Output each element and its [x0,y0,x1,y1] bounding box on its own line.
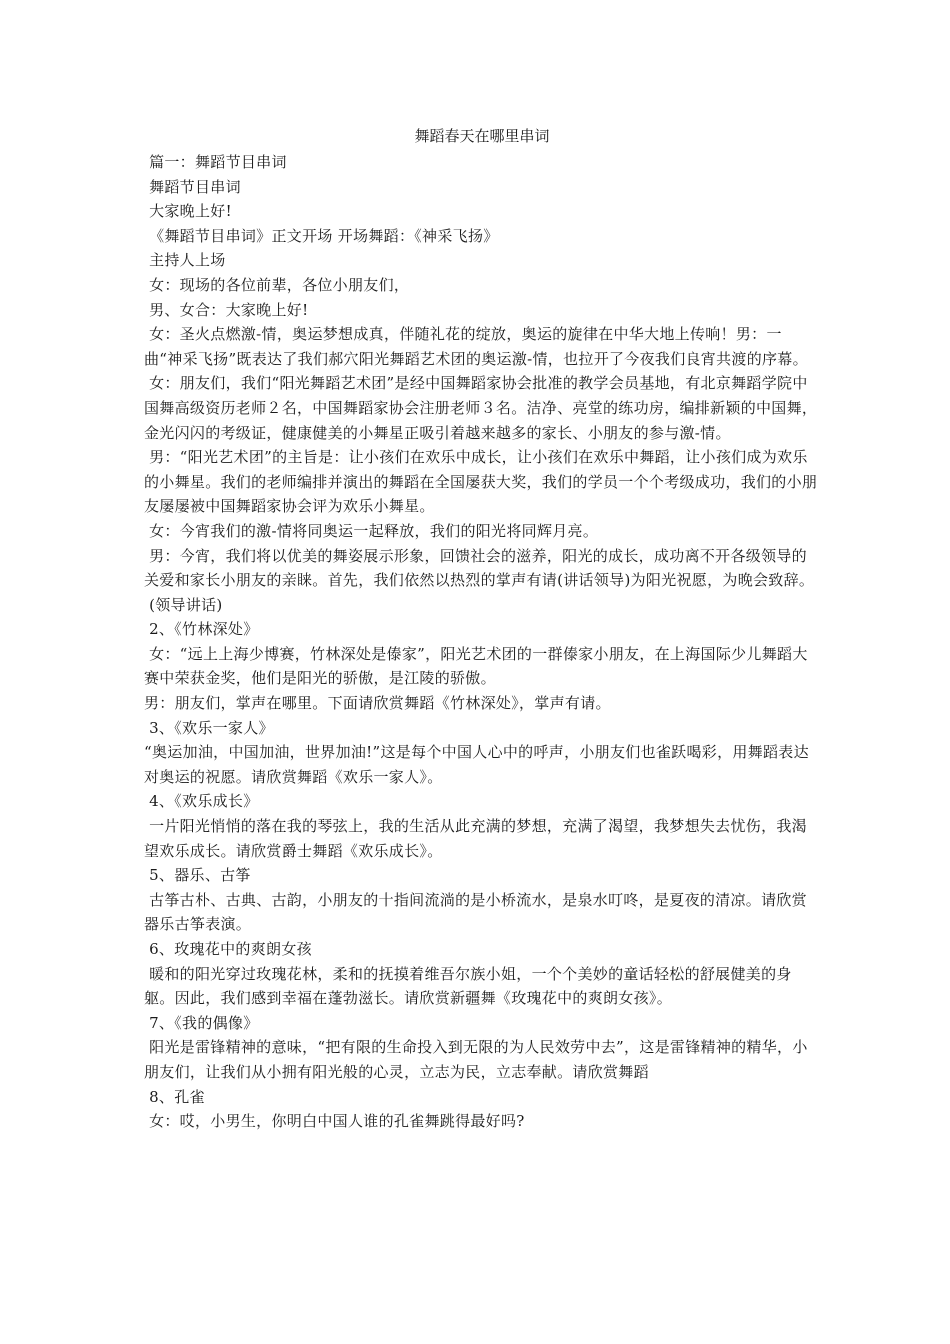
paragraph: 4、《欢乐成长》 [144,792,259,811]
paragraph: 男：今宵，我们将以优美的舞姿展示形象，回馈社会的滋养，阳光的成长，成功离不开各级领导的关爱和家长小朋友的亲睐。首先，我们依然以热烈的掌声有请(讲话领导)为阳光祝愿，为晚会致辞。 [144,546,815,590]
paragraph: 大家晚上好! [144,202,232,221]
paragraph: “奥运加油，中国加油，世界加油!”这是每个中国人心中的呼声，小朋友们也雀跃喝彩，用舞蹈表达对奥运的祝愿。请欣赏舞蹈《欢乐一家人》。 [144,743,809,786]
paragraph: 7、《我的偶像》 [144,1013,259,1032]
paragraph: 《舞蹈节目串词》正文开场 开场舞蹈：《神采飞扬》 [144,226,499,245]
paragraph: 篇一：舞蹈节目串词 [144,153,287,171]
document-body [144,150,820,1134]
paragraph: 女：今宵我们的激-情将同奥运一起释放，我们的阳光将同辉月亮。 [144,521,599,540]
document-title: 舞蹈春天在哪里串词 [414,127,550,145]
paragraph: 古筝古朴、古典、古韵，小朋友的十指间流淌的是小桥流水，是泉水叮咚，是夏夜的清凉。请欣赏器乐古筝表演。 [144,890,807,934]
paragraph: 男：朋友们，掌声在哪里。下面请欣赏舞蹈《竹林深处》，掌声有请。 [144,694,611,713]
paragraph: 舞蹈节目串词 [144,177,241,196]
paragraph: 主持人上场 [144,251,226,270]
paragraph: (领导讲话) [144,595,223,614]
paragraph: 女：朋友们，我们“阳光舞蹈艺术团”是经中国舞蹈家协会批准的教学会员基地，有北京舞蹈学院中国舞高级资历老师２名，中国舞蹈家协会注册老师３名。洁净、亮堂的练功房，编排新颖的中国舞，金光闪闪的考级证，健康健美的小舞星正吸引着越来越多的家长、小朋友的参与激-情。 [144,374,818,442]
paragraph: 女：圣火点燃激-情，奥运梦想成真，伴随礼花的绽放，奥运的旋律在中华大地上传响！男：一曲“神采飞扬”既表达了我们郝穴阳光舞蹈艺术团的奥运激-情，也拉开了今夜我们良宵共渡的序幕。 [144,325,808,368]
paragraph: 2、《竹林深处》 [144,620,259,639]
paragraph: 8、孔雀 [144,1087,205,1106]
paragraph: 一片阳光悄悄的落在我的琴弦上，我的生活从此充满的梦想，充满了渴望，我梦想失去忧伤，我渴望欢乐成长。请欣赏爵士舞蹈《欢乐成长》。 [144,817,807,860]
paragraph: 6、玫瑰花中的爽朗女孩 [144,940,312,958]
paragraph: 女：“远上上海少博赛，竹林深处是傣家”，阳光艺术团的一群傣家小朋友，在上海国际少儿舞蹈大赛中荣获金奖，他们是阳光的骄傲，是江陵的骄傲。 [144,644,808,688]
document-page [144,124,820,1134]
paragraph: 阳光是雷锋精神的意味，“把有限的生命投入到无限的为人民效劳中去”，这是雷锋精神的精华，小朋友们，让我们从小拥有阳光般的心灵，立志为民，立志奉献。请欣赏舞蹈 [144,1038,808,1081]
paragraph: 女：现场的各位前辈，各位小朋友们， [144,275,410,294]
paragraph: 男：“阳光艺术团”的主旨是：让小孩们在欢乐中成长，让小孩们在欢乐中舞蹈，让小孩们成为欢乐的小舞星。我们的老师编排并演出的舞蹈在全国屡获大奖，我们的学员一个个考级成功，我们的小朋友屡屡被中国舞蹈家协会评为欢乐小舞星。 [144,448,818,516]
paragraph: 男、女合：大家晚上好! [144,300,309,319]
paragraph: 女：哎，小男生，你明白中国人谁的孔雀舞跳得最好吗? [144,1112,525,1131]
paragraph: 暖和的阳光穿过玫瑰花林，柔和的抚摸着维吾尔族小姐，一个个美妙的童话轻松的舒展健美的身躯。因此，我们感到幸福在蓬勃滋长。请欣赏新疆舞《玫瑰花中的爽朗女孩》。 [144,964,792,1008]
paragraph: 5、器乐、古筝 [144,866,251,885]
paragraph: 3、《欢乐一家人》 [144,718,274,737]
